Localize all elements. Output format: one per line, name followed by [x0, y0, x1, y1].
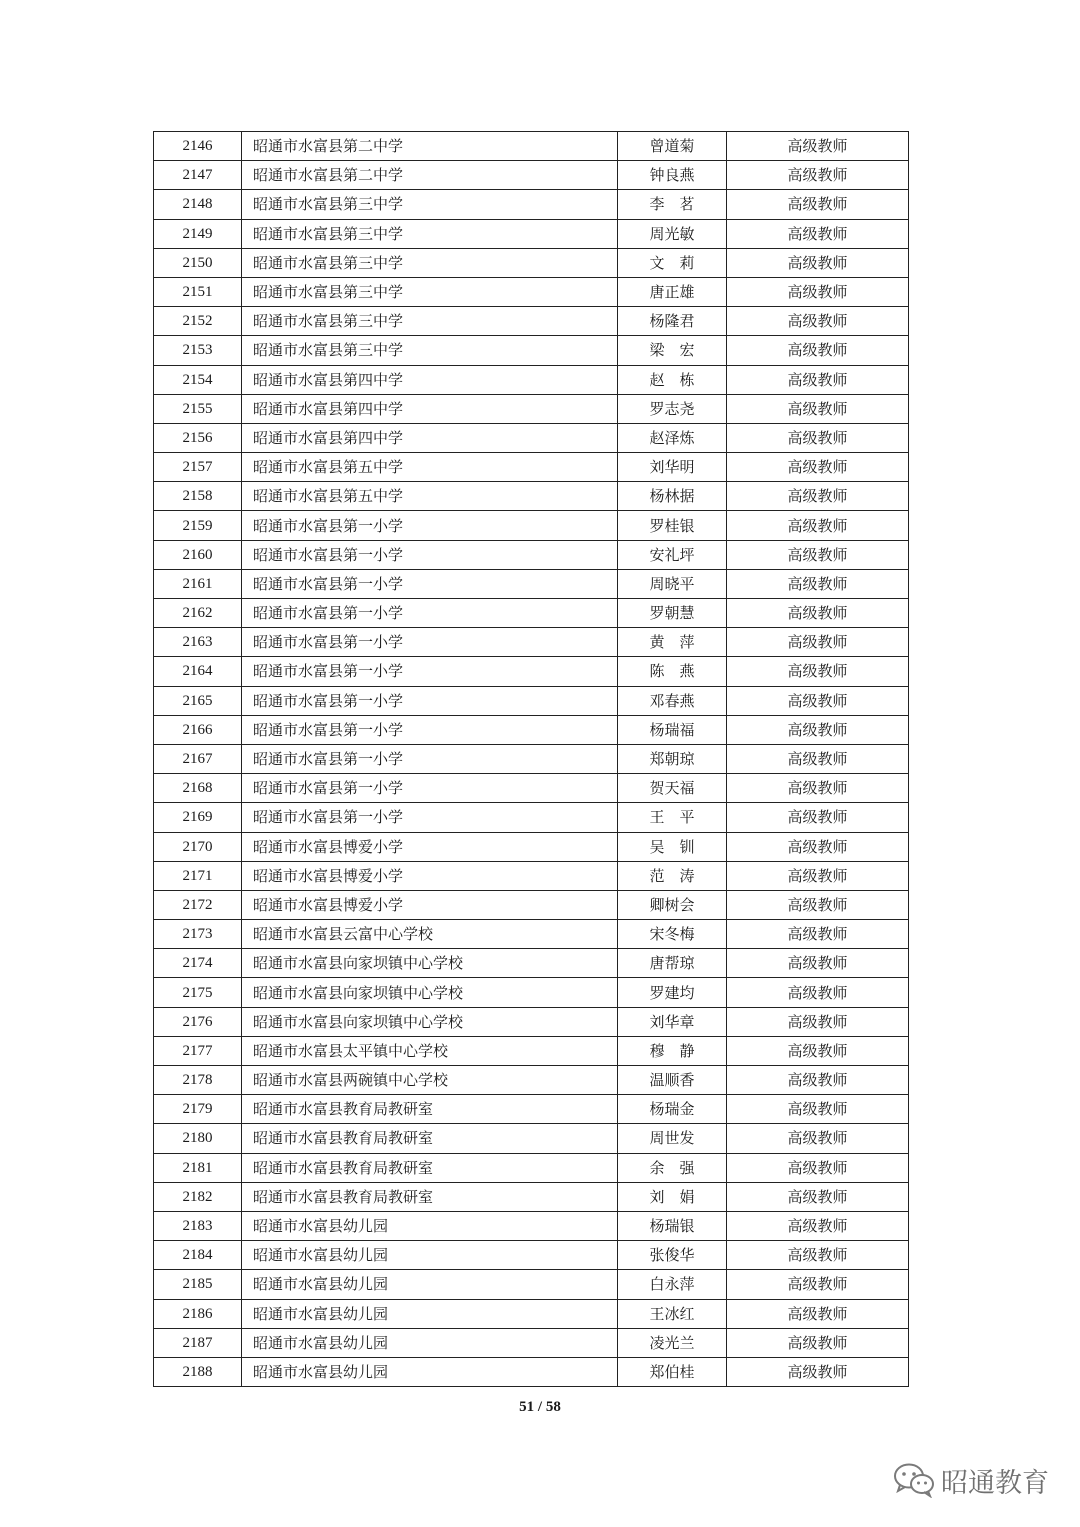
school-cell: 昭通市水富县幼儿园 — [242, 1211, 618, 1240]
teacher-name-cell: 吴 钏 — [618, 832, 727, 861]
row-number-cell: 2167 — [154, 744, 242, 773]
row-number-cell: 2187 — [154, 1328, 242, 1357]
title-cell: 高级教师 — [727, 832, 909, 861]
title-cell: 高级教师 — [727, 1241, 909, 1270]
school-cell: 昭通市水富县第三中学 — [242, 336, 618, 365]
title-cell: 高级教师 — [727, 365, 909, 394]
watermark-text: 昭通教育 — [941, 1467, 1049, 1499]
row-number-cell: 2159 — [154, 511, 242, 540]
table-row — [154, 248, 909, 277]
teacher-name-cell: 邓春燕 — [618, 686, 727, 715]
school-cell: 昭通市水富县第四中学 — [242, 365, 618, 394]
table-row — [154, 686, 909, 715]
row-number-cell: 2188 — [154, 1357, 242, 1386]
teacher-name-cell: 贺天福 — [618, 774, 727, 803]
row-number-cell: 2151 — [154, 277, 242, 306]
teacher-name-cell: 罗志尧 — [618, 394, 727, 423]
school-cell: 昭通市水富县第三中学 — [242, 190, 618, 219]
title-cell: 高级教师 — [727, 861, 909, 890]
title-cell: 高级教师 — [727, 1182, 909, 1211]
row-number-cell: 2158 — [154, 482, 242, 511]
table-row — [154, 219, 909, 248]
teacher-name-cell: 安礼坪 — [618, 540, 727, 569]
teacher-name-cell: 凌光兰 — [618, 1328, 727, 1357]
school-cell: 昭通市水富县幼儿园 — [242, 1241, 618, 1270]
watermark — [893, 1460, 1049, 1500]
title-cell: 高级教师 — [727, 1328, 909, 1357]
school-cell: 昭通市水富县第三中学 — [242, 219, 618, 248]
row-number-cell: 2175 — [154, 978, 242, 1007]
row-number-cell: 2171 — [154, 861, 242, 890]
teacher-name-cell: 周晓平 — [618, 569, 727, 598]
school-cell: 昭通市水富县第二中学 — [242, 161, 618, 190]
table-row — [154, 365, 909, 394]
table-row — [154, 1357, 909, 1386]
school-cell: 昭通市水富县博爱小学 — [242, 890, 618, 919]
title-cell: 高级教师 — [727, 628, 909, 657]
row-number-cell: 2163 — [154, 628, 242, 657]
title-cell: 高级教师 — [727, 219, 909, 248]
table-row — [154, 832, 909, 861]
roster-table-body — [154, 132, 909, 1387]
school-cell: 昭通市水富县教育局教研室 — [242, 1182, 618, 1211]
table-row — [154, 949, 909, 978]
title-cell: 高级教师 — [727, 803, 909, 832]
title-cell: 高级教师 — [727, 1357, 909, 1386]
title-cell: 高级教师 — [727, 1211, 909, 1240]
school-cell: 昭通市水富县教育局教研室 — [242, 1153, 618, 1182]
school-cell: 昭通市水富县第一小学 — [242, 803, 618, 832]
table-row — [154, 861, 909, 890]
table-row — [154, 511, 909, 540]
title-cell: 高级教师 — [727, 657, 909, 686]
title-cell: 高级教师 — [727, 599, 909, 628]
teacher-name-cell: 罗桂银 — [618, 511, 727, 540]
teacher-name-cell: 周世发 — [618, 1124, 727, 1153]
row-number-cell: 2164 — [154, 657, 242, 686]
title-cell: 高级教师 — [727, 453, 909, 482]
table-row — [154, 920, 909, 949]
title-cell: 高级教师 — [727, 715, 909, 744]
teacher-name-cell: 文 莉 — [618, 248, 727, 277]
title-cell: 高级教师 — [727, 890, 909, 919]
school-cell: 昭通市水富县第五中学 — [242, 453, 618, 482]
school-cell: 昭通市水富县两碗镇中心学校 — [242, 1066, 618, 1095]
teacher-name-cell: 李 茗 — [618, 190, 727, 219]
school-cell: 昭通市水富县幼儿园 — [242, 1270, 618, 1299]
table-row — [154, 423, 909, 452]
row-number-cell: 2160 — [154, 540, 242, 569]
teacher-name-cell: 郑伯桂 — [618, 1357, 727, 1386]
table-row — [154, 744, 909, 773]
row-number-cell: 2165 — [154, 686, 242, 715]
row-number-cell: 2172 — [154, 890, 242, 919]
school-cell: 昭通市水富县第一小学 — [242, 599, 618, 628]
row-number-cell: 2184 — [154, 1241, 242, 1270]
title-cell: 高级教师 — [727, 277, 909, 306]
table-row — [154, 1270, 909, 1299]
title-cell: 高级教师 — [727, 1036, 909, 1065]
table-row — [154, 1328, 909, 1357]
table-row — [154, 1153, 909, 1182]
school-cell: 昭通市水富县第一小学 — [242, 744, 618, 773]
row-number-cell: 2178 — [154, 1066, 242, 1095]
table-row — [154, 336, 909, 365]
row-number-cell: 2153 — [154, 336, 242, 365]
table-row — [154, 277, 909, 306]
row-number-cell: 2150 — [154, 248, 242, 277]
row-number-cell: 2173 — [154, 920, 242, 949]
title-cell: 高级教师 — [727, 1007, 909, 1036]
table-row — [154, 1182, 909, 1211]
table-row — [154, 132, 909, 161]
row-number-cell: 2157 — [154, 453, 242, 482]
row-number-cell: 2179 — [154, 1095, 242, 1124]
table-row — [154, 569, 909, 598]
row-number-cell: 2152 — [154, 307, 242, 336]
table-row — [154, 161, 909, 190]
school-cell: 昭通市水富县第四中学 — [242, 423, 618, 452]
table-row — [154, 657, 909, 686]
row-number-cell: 2185 — [154, 1270, 242, 1299]
row-number-cell: 2177 — [154, 1036, 242, 1065]
row-number-cell: 2180 — [154, 1124, 242, 1153]
row-number-cell: 2181 — [154, 1153, 242, 1182]
table-row — [154, 453, 909, 482]
teacher-name-cell: 周光敏 — [618, 219, 727, 248]
title-cell: 高级教师 — [727, 336, 909, 365]
school-cell: 昭通市水富县幼儿园 — [242, 1357, 618, 1386]
teacher-name-cell: 赵 栋 — [618, 365, 727, 394]
school-cell: 昭通市水富县第一小学 — [242, 511, 618, 540]
row-number-cell: 2168 — [154, 774, 242, 803]
row-number-cell: 2149 — [154, 219, 242, 248]
table-row — [154, 774, 909, 803]
title-cell: 高级教师 — [727, 482, 909, 511]
table-row — [154, 1299, 909, 1328]
title-cell: 高级教师 — [727, 686, 909, 715]
row-number-cell: 2156 — [154, 423, 242, 452]
table-row — [154, 715, 909, 744]
title-cell: 高级教师 — [727, 1299, 909, 1328]
teacher-roster-table — [153, 131, 909, 1387]
title-cell: 高级教师 — [727, 307, 909, 336]
teacher-name-cell: 王冰红 — [618, 1299, 727, 1328]
school-cell: 昭通市水富县第一小学 — [242, 774, 618, 803]
school-cell: 昭通市水富县向家坝镇中心学校 — [242, 949, 618, 978]
row-number-cell: 2155 — [154, 394, 242, 423]
school-cell: 昭通市水富县博爱小学 — [242, 832, 618, 861]
title-cell: 高级教师 — [727, 248, 909, 277]
school-cell: 昭通市水富县第三中学 — [242, 277, 618, 306]
row-number-cell: 2176 — [154, 1007, 242, 1036]
row-number-cell: 2154 — [154, 365, 242, 394]
school-cell: 昭通市水富县第一小学 — [242, 540, 618, 569]
wechat-icon — [893, 1462, 935, 1498]
teacher-name-cell: 赵泽炼 — [618, 423, 727, 452]
teacher-name-cell: 杨瑞金 — [618, 1095, 727, 1124]
teacher-name-cell: 温顺香 — [618, 1066, 727, 1095]
school-cell: 昭通市水富县第一小学 — [242, 657, 618, 686]
table-row — [154, 307, 909, 336]
school-cell: 昭通市水富县教育局教研室 — [242, 1124, 618, 1153]
title-cell: 高级教师 — [727, 394, 909, 423]
title-cell: 高级教师 — [727, 190, 909, 219]
row-number-cell: 2148 — [154, 190, 242, 219]
teacher-name-cell: 唐正雄 — [618, 277, 727, 306]
row-number-cell: 2147 — [154, 161, 242, 190]
title-cell: 高级教师 — [727, 423, 909, 452]
teacher-name-cell: 曾道菊 — [618, 132, 727, 161]
school-cell: 昭通市水富县幼儿园 — [242, 1328, 618, 1357]
table-row — [154, 1007, 909, 1036]
row-number-cell: 2146 — [154, 132, 242, 161]
teacher-name-cell: 余 强 — [618, 1153, 727, 1182]
teacher-name-cell: 张俊华 — [618, 1241, 727, 1270]
table-row — [154, 1124, 909, 1153]
table-row — [154, 599, 909, 628]
table-row — [154, 1036, 909, 1065]
table-row — [154, 1066, 909, 1095]
title-cell: 高级教师 — [727, 569, 909, 598]
title-cell: 高级教师 — [727, 161, 909, 190]
row-number-cell: 2169 — [154, 803, 242, 832]
row-number-cell: 2166 — [154, 715, 242, 744]
row-number-cell: 2174 — [154, 949, 242, 978]
teacher-name-cell: 陈 燕 — [618, 657, 727, 686]
school-cell: 昭通市水富县第三中学 — [242, 307, 618, 336]
school-cell: 昭通市水富县第一小学 — [242, 628, 618, 657]
teacher-name-cell: 罗朝慧 — [618, 599, 727, 628]
teacher-name-cell: 罗建均 — [618, 978, 727, 1007]
school-cell: 昭通市水富县第一小学 — [242, 686, 618, 715]
title-cell: 高级教师 — [727, 1153, 909, 1182]
row-number-cell: 2183 — [154, 1211, 242, 1240]
teacher-name-cell: 白永萍 — [618, 1270, 727, 1299]
row-number-cell: 2162 — [154, 599, 242, 628]
row-number-cell: 2161 — [154, 569, 242, 598]
teacher-name-cell: 杨隆君 — [618, 307, 727, 336]
school-cell: 昭通市水富县太平镇中心学校 — [242, 1036, 618, 1065]
title-cell: 高级教师 — [727, 1066, 909, 1095]
teacher-name-cell: 钟良燕 — [618, 161, 727, 190]
teacher-name-cell: 唐帮琼 — [618, 949, 727, 978]
teacher-name-cell: 黄 萍 — [618, 628, 727, 657]
table-row — [154, 1211, 909, 1240]
title-cell: 高级教师 — [727, 1270, 909, 1299]
page-number: 51 / 58 — [519, 1399, 561, 1415]
title-cell: 高级教师 — [727, 978, 909, 1007]
teacher-name-cell: 卿树会 — [618, 890, 727, 919]
table-row — [154, 482, 909, 511]
title-cell: 高级教师 — [727, 949, 909, 978]
table-row — [154, 803, 909, 832]
teacher-name-cell: 杨瑞福 — [618, 715, 727, 744]
table-row — [154, 190, 909, 219]
school-cell: 昭通市水富县幼儿园 — [242, 1299, 618, 1328]
teacher-name-cell: 王 平 — [618, 803, 727, 832]
title-cell: 高级教师 — [727, 920, 909, 949]
row-number-cell: 2182 — [154, 1182, 242, 1211]
teacher-name-cell: 杨林据 — [618, 482, 727, 511]
row-number-cell: 2186 — [154, 1299, 242, 1328]
title-cell: 高级教师 — [727, 132, 909, 161]
row-number-cell: 2170 — [154, 832, 242, 861]
school-cell: 昭通市水富县第一小学 — [242, 569, 618, 598]
title-cell: 高级教师 — [727, 511, 909, 540]
school-cell: 昭通市水富县第三中学 — [242, 248, 618, 277]
table-row — [154, 978, 909, 1007]
teacher-name-cell: 宋冬梅 — [618, 920, 727, 949]
teacher-name-cell: 刘 娟 — [618, 1182, 727, 1211]
school-cell: 昭通市水富县云富中心学校 — [242, 920, 618, 949]
table-row — [154, 890, 909, 919]
table-row — [154, 1241, 909, 1270]
table-row — [154, 1095, 909, 1124]
school-cell: 昭通市水富县向家坝镇中心学校 — [242, 1007, 618, 1036]
school-cell: 昭通市水富县教育局教研室 — [242, 1095, 618, 1124]
title-cell: 高级教师 — [727, 744, 909, 773]
teacher-name-cell: 杨瑞银 — [618, 1211, 727, 1240]
school-cell: 昭通市水富县第五中学 — [242, 482, 618, 511]
teacher-name-cell: 穆 静 — [618, 1036, 727, 1065]
school-cell: 昭通市水富县第四中学 — [242, 394, 618, 423]
table-row — [154, 540, 909, 569]
school-cell: 昭通市水富县第二中学 — [242, 132, 618, 161]
teacher-name-cell: 刘华章 — [618, 1007, 727, 1036]
school-cell: 昭通市水富县向家坝镇中心学校 — [242, 978, 618, 1007]
title-cell: 高级教师 — [727, 1095, 909, 1124]
table-row — [154, 628, 909, 657]
teacher-name-cell: 梁 宏 — [618, 336, 727, 365]
title-cell: 高级教师 — [727, 774, 909, 803]
teacher-name-cell: 郑朝琼 — [618, 744, 727, 773]
teacher-name-cell: 刘华明 — [618, 453, 727, 482]
school-cell: 昭通市水富县博爱小学 — [242, 861, 618, 890]
title-cell: 高级教师 — [727, 540, 909, 569]
title-cell: 高级教师 — [727, 1124, 909, 1153]
teacher-name-cell: 范 涛 — [618, 861, 727, 890]
table-row — [154, 394, 909, 423]
school-cell: 昭通市水富县第一小学 — [242, 715, 618, 744]
